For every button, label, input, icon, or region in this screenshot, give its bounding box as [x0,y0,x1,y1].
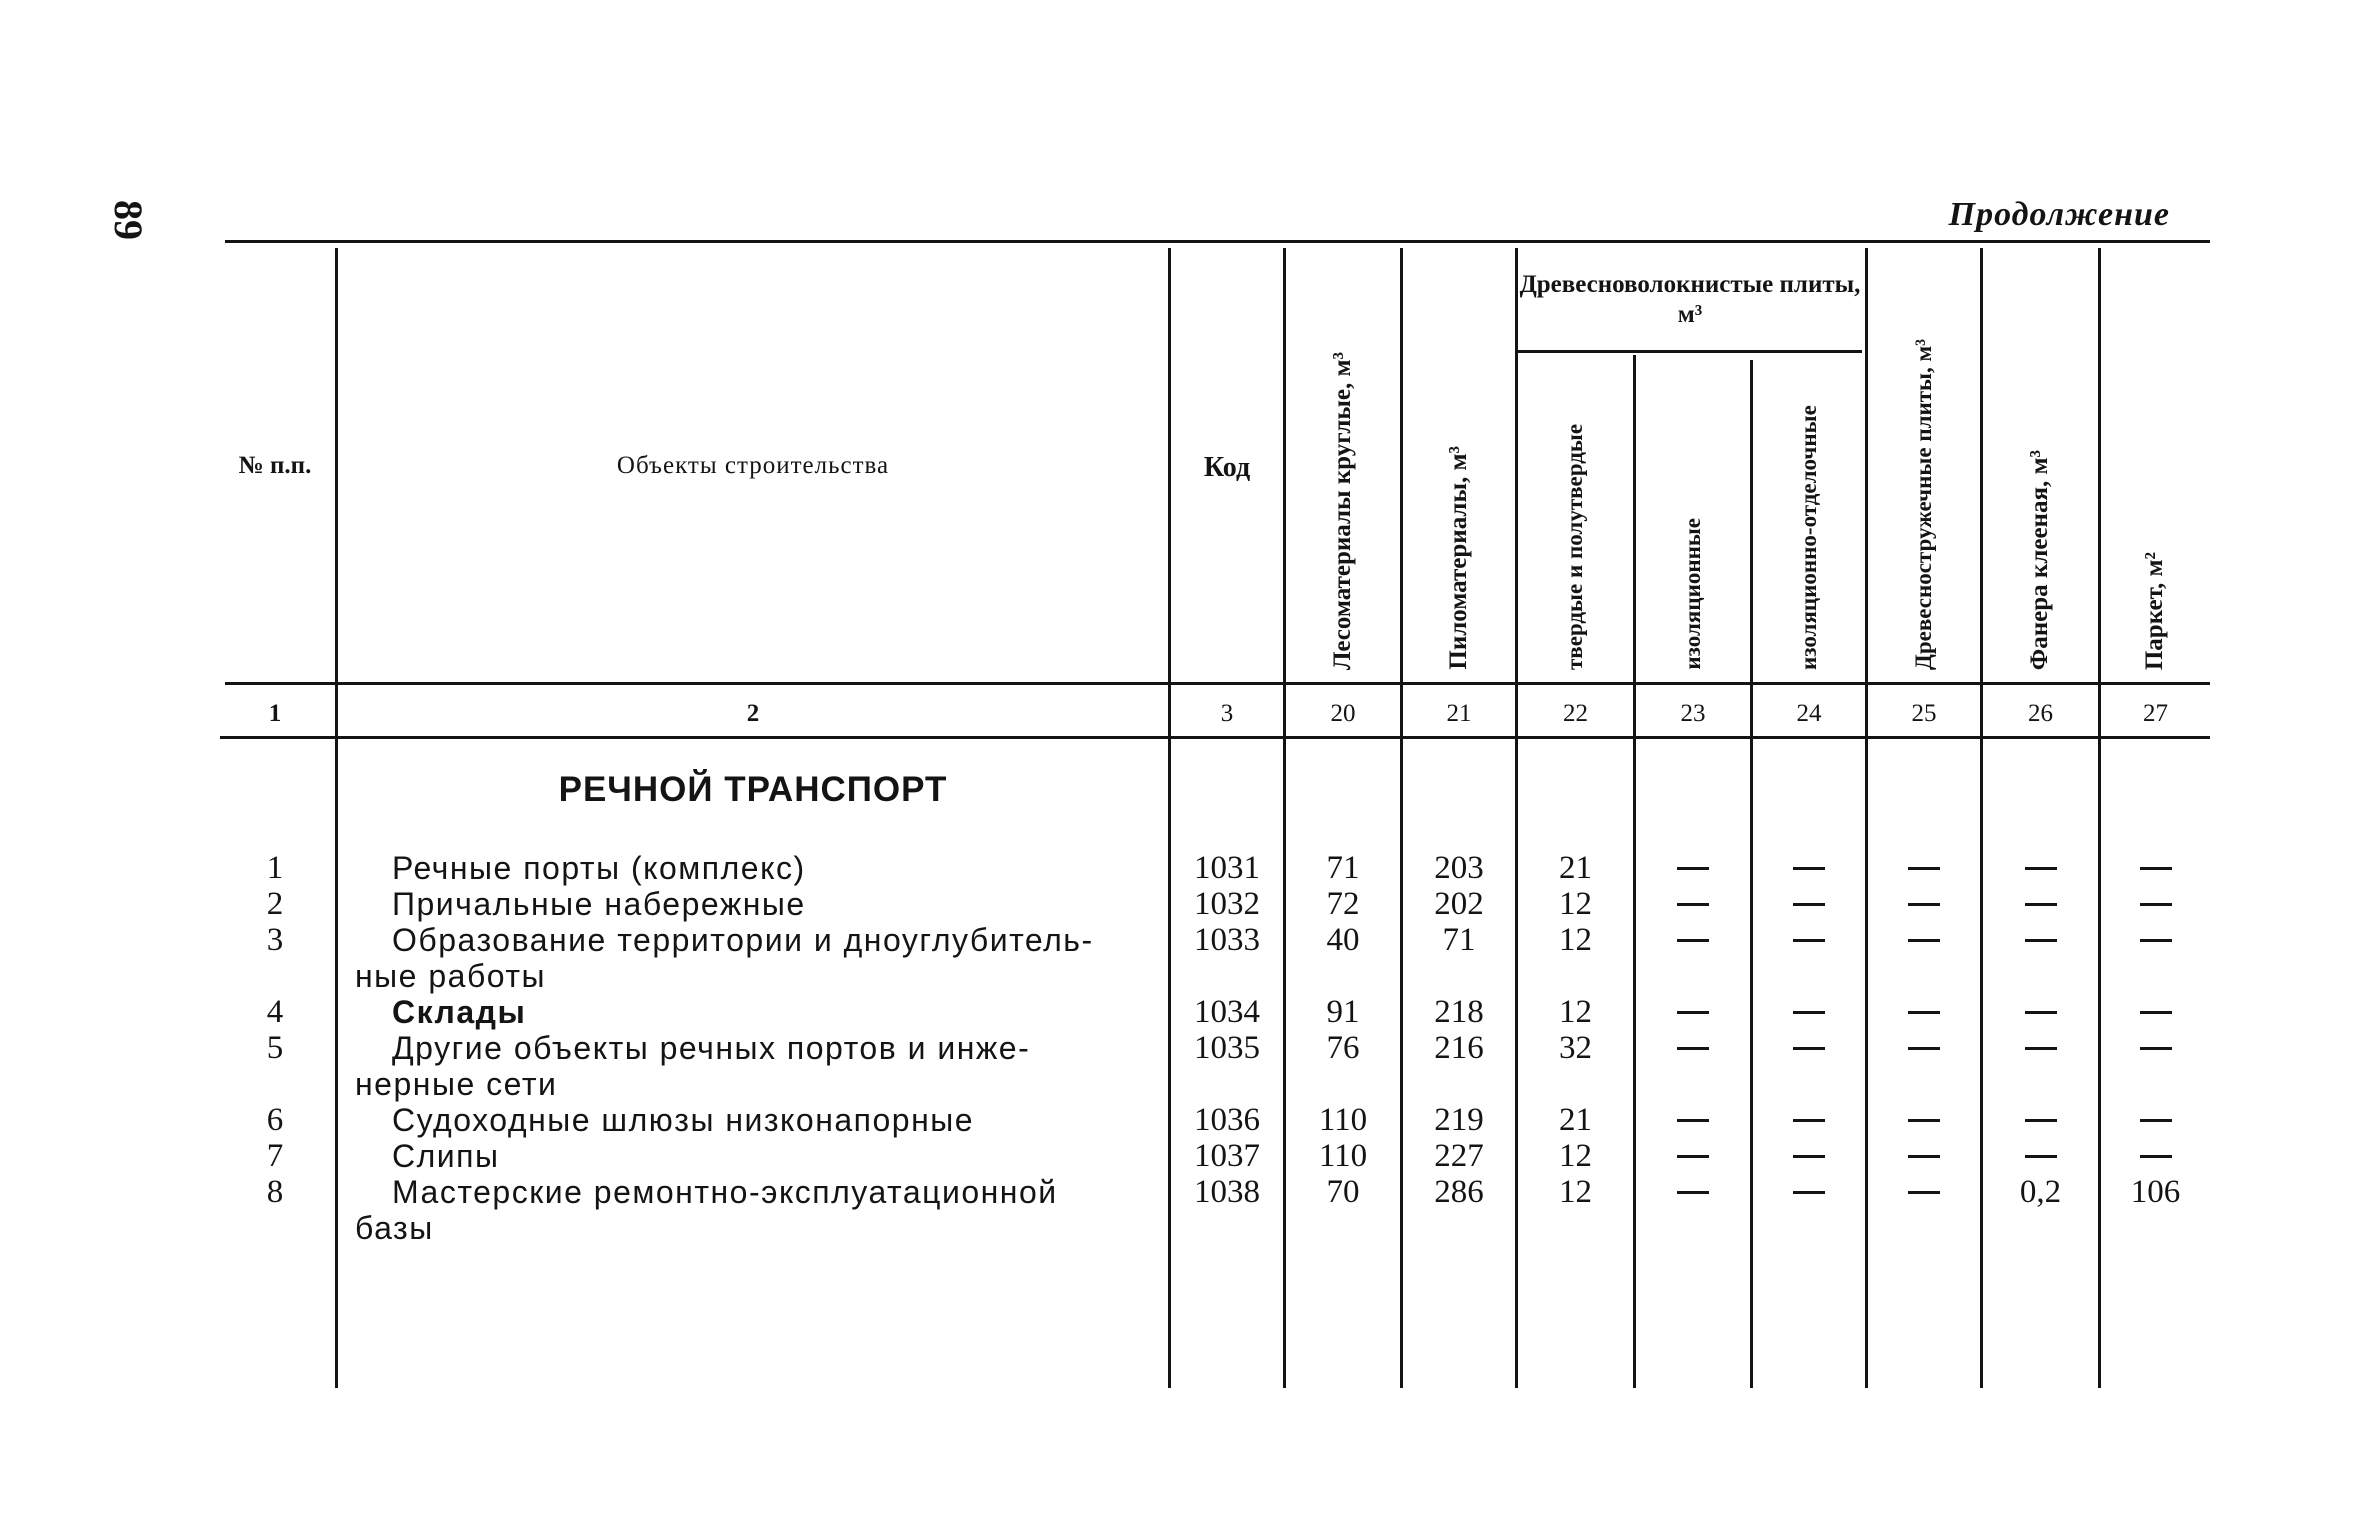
cell-c20: 110 [1318,1138,1368,1174]
dash-cell [1983,1030,2098,1066]
cell-c22: 12 [1559,886,1592,922]
header-fb-insulating [1636,360,1750,670]
dash-mark [2025,867,2057,870]
dash-mark [2025,1011,2057,1014]
dash-mark [1793,939,1825,942]
dash-mark [1677,1155,1709,1158]
row-number: 2 [266,886,284,922]
dash-mark [1908,1119,1940,1122]
dash-cell [2101,1138,2210,1174]
header-bottom-rule [225,682,2210,685]
object-name: нерные сети [355,1066,558,1102]
dash-mark [1793,867,1825,870]
dash-mark [1793,1011,1825,1014]
dash-cell [1753,850,1865,886]
dash-cell [1636,1138,1750,1174]
header-parquet-text: Паркет, м² [2141,551,2169,670]
object-name: Другие объекты речных портов и инже- [392,1030,1031,1066]
dash-cell [1983,1102,2098,1138]
dash-cell [1983,1138,2098,1174]
dash-cell [1636,1174,1750,1210]
dash-mark [2140,1011,2172,1014]
dash-cell [1636,850,1750,886]
row-number: 7 [266,1138,284,1174]
cell-c20: 72 [1326,886,1360,922]
cell-c21: 227 [1434,1138,1484,1174]
dash-mark [1677,1191,1709,1194]
dash-mark [1908,939,1940,942]
dash-mark [2025,1047,2057,1050]
object-name: Мастерские ремонтно-эксплуатационной [392,1174,1058,1210]
dash-mark [2140,1047,2172,1050]
dash-cell [1636,994,1750,1030]
dash-cell [1868,886,1980,922]
colnum-21: 21 [1446,700,1472,727]
header-sawn [1403,250,1515,670]
dash-cell [1636,1030,1750,1066]
row-number: 8 [266,1174,284,1210]
dash-mark [1677,939,1709,942]
cell-c20: 91 [1326,994,1360,1030]
dash-mark [1793,1119,1825,1122]
dash-mark [1908,903,1940,906]
header-code: Код [1203,452,1251,483]
object-name: базы [355,1210,434,1246]
cell-c22: 12 [1559,1138,1592,1174]
dash-mark [1908,1011,1940,1014]
dash-cell [1753,1030,1865,1066]
dash-mark [2140,1155,2172,1158]
table-row [0,1102,2362,1138]
colnum-26: 26 [2028,700,2053,727]
dash-mark [2140,867,2172,870]
dash-mark [1908,1047,1940,1050]
dash-cell [1868,1102,1980,1138]
column-number-rule [220,736,2210,739]
header-num: № п.п. [238,452,312,479]
cell-c22: 12 [1559,922,1592,958]
dash-cell [1636,886,1750,922]
top-rule [225,240,2210,243]
table-row [0,1174,2362,1246]
cell-c20: 110 [1318,1102,1368,1138]
cell-code: 1035 [1194,1030,1260,1066]
cell-c20: 71 [1326,850,1360,886]
cell-code: 1032 [1194,886,1260,922]
dash-cell [1868,850,1980,886]
cell-c20: 40 [1326,922,1360,958]
dash-cell [1983,994,2098,1030]
dash-cell [1753,994,1865,1030]
object-name: Склады [392,994,527,1030]
cell-code: 1031 [1194,850,1260,886]
continuation-label: Продолжение [1948,196,2170,233]
dash-cell [1753,1102,1865,1138]
dash-mark [1793,1047,1825,1050]
header-particleboard-text: Древесностружечные плиты, м³ [1910,338,1936,670]
dash-cell [1753,922,1865,958]
cell-c20: 76 [1326,1030,1360,1066]
dash-cell [2101,922,2210,958]
table-row [0,922,2362,994]
table-row [0,1030,2362,1102]
cell-c20: 70 [1326,1174,1360,1210]
header-fb-insulating-text: изоляционные [1679,518,1705,670]
dash-mark [1677,1119,1709,1122]
table-row [0,850,2362,886]
row-number: 1 [266,850,284,886]
cell-c21: 219 [1434,1102,1484,1138]
object-name: ные работы [355,958,547,994]
dash-cell [1636,922,1750,958]
cell-c22: 21 [1559,1102,1592,1138]
cell-c22: 32 [1559,1030,1592,1066]
dash-cell [1868,1030,1980,1066]
dash-cell [1753,886,1865,922]
dash-mark [2025,903,2057,906]
dash-mark [1908,1191,1940,1194]
header-object: Объекты строительства [616,452,890,479]
cell-c21: 203 [1434,850,1484,886]
cell-c22: 21 [1559,850,1592,886]
cell-c27: 106 [2130,1174,2181,1210]
colnum-3: 3 [1220,700,1234,727]
cell-code: 1034 [1194,994,1260,1030]
dash-mark [2025,1119,2057,1122]
row-number: 5 [266,1030,284,1066]
header-parquet [2101,250,2210,670]
header-fb-hard-text: твердые и полутвердые [1562,423,1588,670]
dash-cell [2101,994,2210,1030]
dash-mark [1793,903,1825,906]
dash-cell [1636,1102,1750,1138]
object-name: Речные порты (комплекс) [392,850,806,886]
cell-code: 1033 [1194,922,1260,958]
object-name: Причальные набережные [392,886,806,922]
colnum-24: 24 [1796,700,1822,727]
header-fiberboard-group-text: Древесноволокнистые плиты, м³ [1519,271,1861,328]
table-row [0,886,2362,922]
row-number: 6 [266,1102,284,1138]
dash-mark [1908,1155,1940,1158]
dash-mark [1793,1191,1825,1194]
table-row [0,1138,2362,1174]
row-number: 4 [266,994,284,1030]
dash-cell [2101,1030,2210,1066]
header-fb-insul-finish [1753,360,1865,670]
dash-mark [1677,1011,1709,1014]
cell-c22: 12 [1559,1174,1592,1210]
header-timber-round-text: Лесоматериалы круглые, м³ [1328,351,1356,670]
header-plywood [1983,250,2098,670]
cell-code: 1038 [1194,1174,1260,1210]
dash-cell [1753,1138,1865,1174]
dash-mark [1793,1155,1825,1158]
dash-cell [1868,1174,1980,1210]
header-fiberboard-group [1518,270,1862,330]
dash-cell [1983,886,2098,922]
col-divider [1168,248,1171,1388]
fiberboard-subrule [1517,350,1862,353]
dash-cell [2101,850,2210,886]
dash-cell [1753,1174,1865,1210]
cell-c21: 286 [1434,1174,1484,1210]
section-title: РЕЧНОЙ ТРАНСПОРТ [558,770,948,809]
col-divider [335,248,338,1388]
dash-mark [1677,1047,1709,1050]
dash-mark [2025,1155,2057,1158]
dash-cell [2101,1102,2210,1138]
page-number: 89 [106,200,151,240]
colnum-23: 23 [1680,700,1706,727]
dash-cell [1983,922,2098,958]
cell-c26: 0,2 [2019,1174,2062,1210]
dash-mark [2025,939,2057,942]
dash-mark [1908,867,1940,870]
row-number: 3 [266,922,284,958]
cell-code: 1037 [1194,1138,1260,1174]
cell-c21: 216 [1434,1030,1484,1066]
cell-c21: 218 [1434,994,1484,1030]
cell-c22: 12 [1559,994,1592,1030]
dash-mark [2140,903,2172,906]
header-sawn-text: Пиломатериалы, м³ [1444,446,1472,670]
table-row [0,994,2362,1030]
colnum-25: 25 [1911,700,1937,727]
dash-mark [1677,867,1709,870]
dash-mark [2140,939,2172,942]
header-timber-round [1286,250,1400,670]
colnum-2: 2 [746,700,760,727]
header-plywood-text: Фанера клееная, м³ [2026,449,2054,670]
cell-code: 1036 [1194,1102,1260,1138]
dash-cell [1868,994,1980,1030]
dash-cell [2101,886,2210,922]
dash-cell [1983,850,2098,886]
dash-cell [1868,1138,1980,1174]
object-name: Слипы [392,1138,500,1174]
colnum-1: 1 [268,700,282,727]
dash-cell [1868,922,1980,958]
header-fb-insul-finish-text: изоляционно-отделочные [1795,405,1821,670]
header-particleboard [1868,250,1980,670]
cell-c21: 202 [1434,886,1484,922]
cell-c21: 71 [1442,922,1476,958]
object-name: Образование территории и дноуглубитель- [392,922,1094,958]
colnum-22: 22 [1563,700,1588,727]
dash-mark [2140,1119,2172,1122]
colnum-20: 20 [1330,700,1356,727]
header-fb-hard [1518,360,1633,670]
object-name: Судоходные шлюзы низконапорные [392,1102,975,1138]
dash-mark [1677,903,1709,906]
colnum-27: 27 [2143,700,2168,727]
